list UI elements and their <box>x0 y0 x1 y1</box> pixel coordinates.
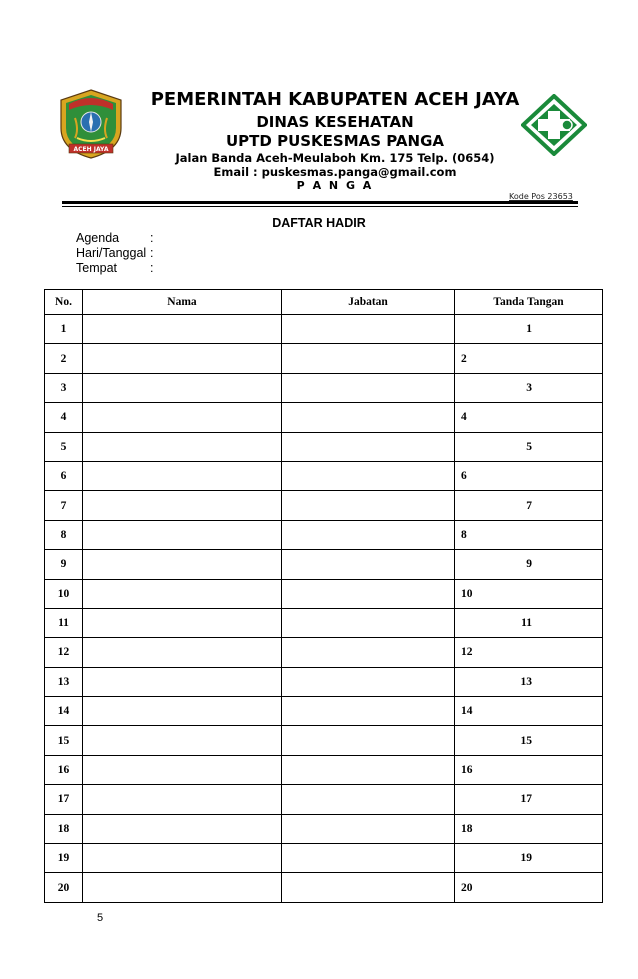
name-cell[interactable] <box>83 550 282 579</box>
letterhead-agency: DINAS KESEHATAN <box>256 113 414 131</box>
row-number: 5 <box>45 432 83 461</box>
row-number: 4 <box>45 403 83 432</box>
table-row <box>45 491 603 520</box>
position-cell[interactable] <box>282 579 455 608</box>
row-number: 1 <box>45 315 83 344</box>
position-cell[interactable] <box>282 344 455 373</box>
signature-cell[interactable]: 7 <box>455 491 603 520</box>
signature-cell[interactable]: 10 <box>455 579 603 608</box>
name-cell[interactable] <box>83 403 282 432</box>
position-cell[interactable] <box>282 873 455 902</box>
position-cell[interactable] <box>282 667 455 696</box>
signature-cell[interactable]: 8 <box>455 520 603 549</box>
position-cell[interactable] <box>282 550 455 579</box>
signature-cell[interactable]: 4 <box>455 403 603 432</box>
signature-cell[interactable]: 6 <box>455 461 603 490</box>
table-row <box>45 814 603 843</box>
name-cell[interactable] <box>83 520 282 549</box>
position-cell[interactable] <box>282 697 455 726</box>
letterhead-government: PEMERINTAH KABUPATEN ACEH JAYA <box>150 89 520 110</box>
name-cell[interactable] <box>83 579 282 608</box>
signature-cell[interactable]: 13 <box>455 667 603 696</box>
table-row <box>45 461 603 490</box>
table-row <box>45 667 603 696</box>
table-row <box>45 579 603 608</box>
signature-cell[interactable]: 12 <box>455 638 603 667</box>
position-cell[interactable] <box>282 432 455 461</box>
row-number: 12 <box>45 638 83 667</box>
letterhead-divider <box>62 201 578 204</box>
position-cell[interactable] <box>282 755 455 784</box>
header-tanda-tangan: Tanda Tangan <box>455 290 603 315</box>
header-no: No. <box>45 290 83 315</box>
meta-value: : <box>150 231 154 245</box>
position-cell[interactable] <box>282 726 455 755</box>
table-row <box>45 755 603 784</box>
position-cell[interactable] <box>282 373 455 402</box>
signature-cell[interactable]: 1 <box>455 315 603 344</box>
name-cell[interactable] <box>83 697 282 726</box>
name-cell[interactable] <box>83 461 282 490</box>
signature-cell[interactable]: 19 <box>455 844 603 873</box>
position-cell[interactable] <box>282 315 455 344</box>
table-row <box>45 785 603 814</box>
table-row <box>45 432 603 461</box>
meta-label: Hari/Tanggal <box>76 246 147 260</box>
position-cell[interactable] <box>282 814 455 843</box>
name-cell[interactable] <box>83 785 282 814</box>
letterhead-city: P A N G A <box>296 179 374 192</box>
position-cell[interactable] <box>282 461 455 490</box>
letterhead-unit: UPTD PUSKESMAS PANGA <box>226 132 444 150</box>
emblem-label: ACEH JAYA <box>73 146 109 153</box>
name-cell[interactable] <box>83 315 282 344</box>
row-number: 15 <box>45 726 83 755</box>
row-number: 17 <box>45 785 83 814</box>
name-cell[interactable] <box>83 491 282 520</box>
row-number: 7 <box>45 491 83 520</box>
row-number: 3 <box>45 373 83 402</box>
name-cell[interactable] <box>83 667 282 696</box>
row-number: 14 <box>45 697 83 726</box>
meta-place <box>76 261 153 275</box>
position-cell[interactable] <box>282 403 455 432</box>
row-number: 18 <box>45 814 83 843</box>
table-row <box>45 873 603 902</box>
signature-cell[interactable]: 9 <box>455 550 603 579</box>
meta-label: Agenda <box>76 231 120 245</box>
letterhead-address: Jalan Banda Aceh-Meulaboh Km. 175 Telp. (0654) <box>175 151 495 165</box>
table-row <box>45 344 603 373</box>
attendance-table <box>44 289 603 903</box>
meta-agenda <box>76 231 153 245</box>
meta-label: Tempat <box>76 261 117 275</box>
name-cell[interactable] <box>83 726 282 755</box>
name-cell[interactable] <box>83 814 282 843</box>
aceh-jaya-emblem-icon <box>57 88 125 160</box>
meta-date <box>76 246 153 260</box>
position-cell[interactable] <box>282 491 455 520</box>
page-number: 5 <box>97 912 104 924</box>
signature-cell[interactable]: 20 <box>455 873 603 902</box>
table-row <box>45 726 603 755</box>
name-cell[interactable] <box>83 432 282 461</box>
header-nama: Nama <box>83 290 282 315</box>
signature-cell[interactable]: 14 <box>455 697 603 726</box>
table-row <box>45 608 603 637</box>
table-row <box>45 697 603 726</box>
position-cell[interactable] <box>282 785 455 814</box>
row-number: 9 <box>45 550 83 579</box>
row-number: 10 <box>45 579 83 608</box>
name-cell[interactable] <box>83 608 282 637</box>
row-number: 20 <box>45 873 83 902</box>
table-row <box>45 638 603 667</box>
signature-cell[interactable]: 16 <box>455 755 603 784</box>
name-cell[interactable] <box>83 344 282 373</box>
name-cell[interactable] <box>83 844 282 873</box>
signature-cell[interactable]: 5 <box>455 432 603 461</box>
row-number: 16 <box>45 755 83 784</box>
position-cell[interactable] <box>282 520 455 549</box>
table-header-row <box>45 290 603 315</box>
signature-cell[interactable]: 11 <box>455 608 603 637</box>
letterhead-email: Email : puskesmas.panga@gmail.com <box>213 165 457 179</box>
table-row <box>45 844 603 873</box>
table-row <box>45 550 603 579</box>
table-row <box>45 403 603 432</box>
signature-cell[interactable]: 15 <box>455 726 603 755</box>
name-cell[interactable] <box>83 873 282 902</box>
name-cell[interactable] <box>83 373 282 402</box>
table-row <box>45 373 603 402</box>
document-title: DAFTAR HADIR <box>272 216 366 230</box>
letterhead-divider-thin <box>62 206 578 207</box>
position-cell[interactable] <box>282 844 455 873</box>
row-number: 19 <box>45 844 83 873</box>
row-number: 6 <box>45 461 83 490</box>
signature-cell[interactable]: 18 <box>455 814 603 843</box>
row-number: 13 <box>45 667 83 696</box>
header-jabatan: Jabatan <box>282 290 455 315</box>
meta-value: : <box>150 261 154 275</box>
row-number: 8 <box>45 520 83 549</box>
position-cell[interactable] <box>282 608 455 637</box>
table-row <box>45 520 603 549</box>
signature-cell[interactable]: 2 <box>455 344 603 373</box>
attendance-table-body <box>45 315 603 903</box>
meta-value: : <box>150 246 154 260</box>
row-number: 11 <box>45 608 83 637</box>
table-row <box>45 315 603 344</box>
signature-cell[interactable]: 3 <box>455 373 603 402</box>
name-cell[interactable] <box>83 755 282 784</box>
name-cell[interactable] <box>83 638 282 667</box>
postal-code: Kode Pos 23653 <box>509 192 573 201</box>
position-cell[interactable] <box>282 638 455 667</box>
signature-cell[interactable]: 17 <box>455 785 603 814</box>
row-number: 2 <box>45 344 83 373</box>
